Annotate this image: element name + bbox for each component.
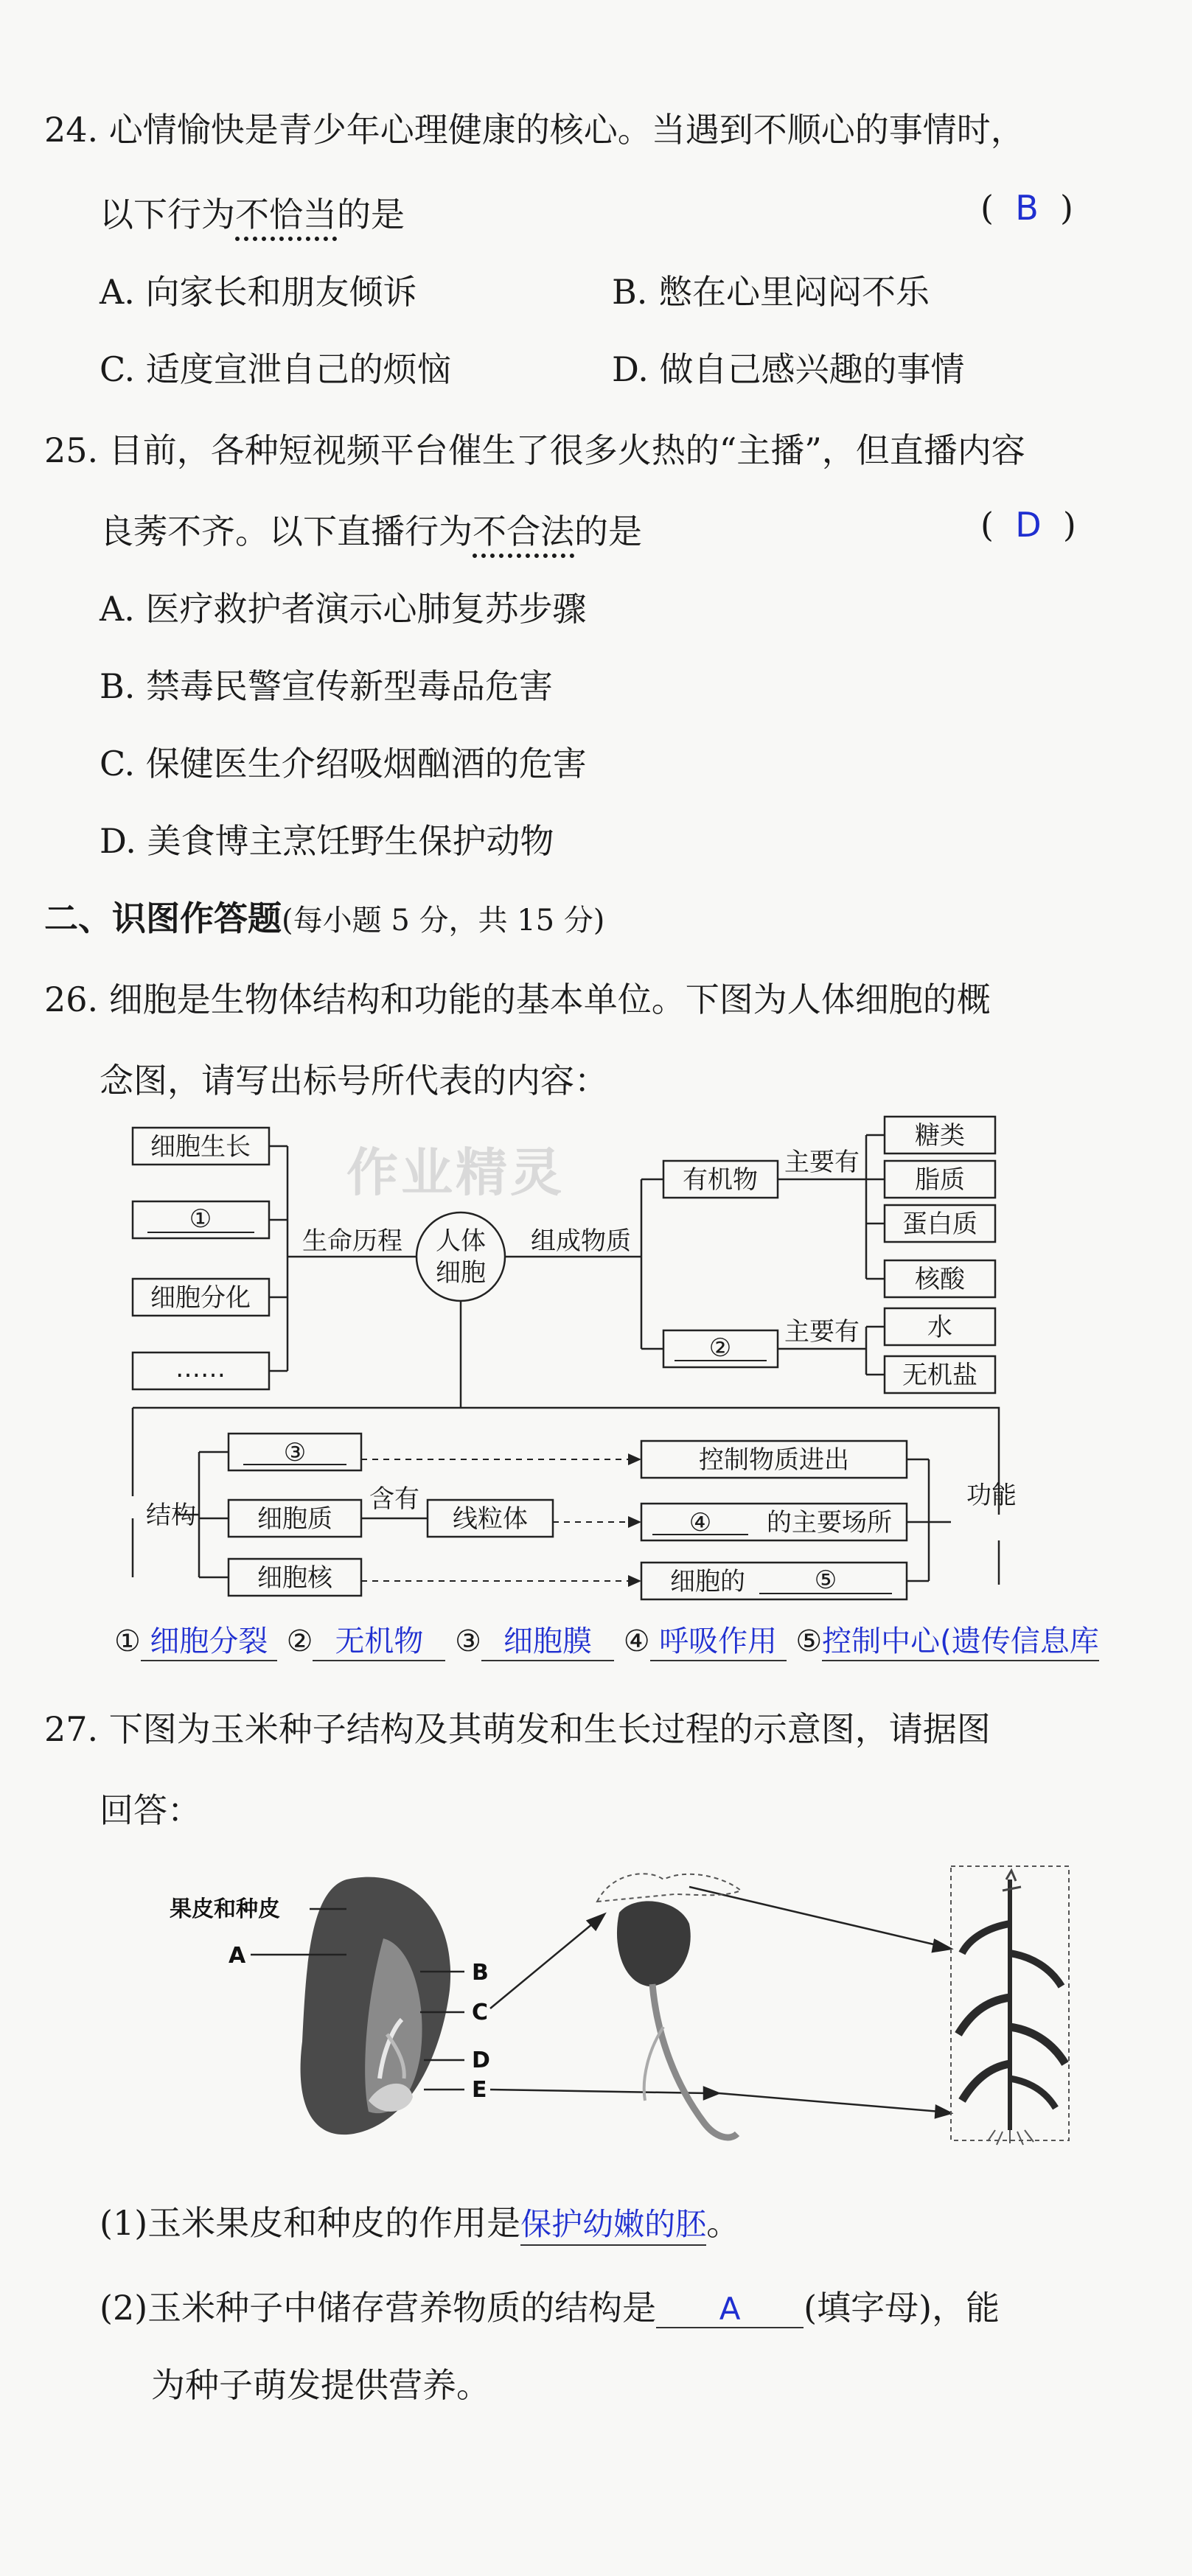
section-two-title: 二、识图作答题 (44, 898, 282, 938)
q25-answer: D (1015, 505, 1042, 545)
lipid-label: 脂质 (915, 1165, 965, 1195)
human-cell-label-2: 细胞 (436, 1258, 486, 1288)
q27-sub2 (100, 2281, 1000, 2330)
q27-sub1-answer: 保护幼嫩的胚 (520, 2200, 706, 2246)
function-label: 功能 (966, 1481, 1017, 1510)
answer-1-number: ① (114, 1624, 141, 1658)
q25-stem-suffix: 的是 (574, 512, 642, 551)
cell-differentiation-label: 细胞分化 (150, 1283, 251, 1313)
corn-plant-illustration (951, 1866, 1069, 2145)
label-e: E (472, 2077, 487, 2103)
q24-option-b: B. 憋在心里闷闷不乐 (612, 272, 930, 312)
blank-1-mark: ① (189, 1204, 212, 1234)
sugar-label: 糖类 (915, 1121, 965, 1151)
q24-stem-line2 (100, 188, 405, 237)
answer-4: 呼吸作用 (650, 1618, 787, 1661)
q27-stem-line2: 回答： (100, 1790, 201, 1830)
inorganic-salt-label: 无机盐 (902, 1361, 977, 1390)
answer-3-number: ③ (455, 1624, 482, 1658)
watermark: 作业精灵 (346, 1142, 565, 1203)
q25-option-a: A. 医疗救护者演示心肺复苏步骤 (100, 589, 587, 629)
q27-sub1-prefix: (1)玉米果皮和种皮的作用是 (100, 2203, 521, 2243)
main-site-label: 的主要场所 (767, 1508, 892, 1537)
q25-option-c: C. 保健医生介绍吸烟酗酒的危害 (100, 744, 587, 783)
structure-label: 结构 (146, 1501, 196, 1530)
answer-3: 细胞膜 (481, 1618, 614, 1661)
main-has-label-2: 主要有 (784, 1317, 860, 1347)
blank-3-mark: ③ (283, 1438, 307, 1467)
q24-option-d: D. 做自己感兴趣的事情 (612, 349, 965, 389)
answer-2: 无机物 (313, 1618, 445, 1661)
pericarp-label: 果皮和种皮 (170, 1896, 280, 1922)
contains-label: 含有 (369, 1484, 419, 1514)
water-label: 水 (927, 1313, 952, 1342)
main-has-label-1: 主要有 (784, 1148, 860, 1177)
q24-stem-line1: 24. 心情愉快是青少年心理健康的核心。当遇到不顺心的事情时， (44, 110, 1025, 150)
section-two-heading (44, 892, 604, 940)
q27-stem-line1: 27. 下图为玉米种子结构及其萌发和生长过程的示意图，请据图 (44, 1709, 991, 1749)
cell-of-label: 细胞的 (670, 1567, 745, 1596)
composition-label: 组成物质 (531, 1226, 631, 1256)
answer-5-number: ⑤ (795, 1624, 823, 1658)
blank-2-mark: ② (708, 1333, 732, 1363)
label-d: D (472, 2048, 490, 2073)
label-b: B (472, 1960, 489, 1986)
answer-2-number: ② (286, 1624, 313, 1658)
corn-seed-illustration (301, 1877, 451, 2135)
life-course-label: 生命历程 (302, 1226, 402, 1256)
q24-answer: B (1015, 188, 1039, 228)
q24-answer-bracket: ( B ) (980, 188, 1073, 228)
cell-concept-diagram (0, 1106, 1192, 1614)
q25-answer-bracket: ( D ) (980, 505, 1076, 545)
q25-option-b: B. 禁毒民警宣传新型毒品危害 (100, 666, 554, 706)
q25-option-d: D. 美食博主烹饪野生保护动物 (100, 821, 554, 861)
q26-answer-row (114, 1618, 1099, 1661)
q24-option-c: C. 适度宣泄自己的烦恼 (100, 349, 451, 389)
nucleus-label: 细胞核 (257, 1563, 332, 1593)
q27-sub2-line2: 为种子萌发提供营养。 (151, 2365, 490, 2405)
q25-emphasis: 不合法 (473, 512, 574, 551)
section-two-note: (每小题 5 分，共 15 分) (282, 904, 605, 938)
cell-growth-label: 细胞生长 (150, 1132, 251, 1162)
q27-sub2-answer: A (656, 2291, 804, 2328)
human-cell-label-1: 人体 (436, 1226, 486, 1256)
q27-sub1 (100, 2196, 740, 2246)
q27-sub1-suffix: 。 (706, 2203, 741, 2243)
q26-stem-line1: 26. 细胞是生物体结构和功能的基本单位。下图为人体细胞的概 (44, 980, 991, 1019)
blank-5-mark: ⑤ (814, 1566, 837, 1595)
q24-stem-suffix: 的是 (337, 195, 405, 234)
q26-stem-line2: 念图，请写出标号所代表的内容： (100, 1061, 608, 1100)
organic-label: 有机物 (683, 1165, 758, 1195)
mitochondria-label: 线粒体 (453, 1504, 528, 1534)
label-a: A (229, 1943, 246, 1969)
control-transport-label: 控制物质进出 (699, 1445, 849, 1475)
q25-stem-prefix: 良莠不齐。以下直播行为 (100, 512, 473, 551)
q24-emphasis: 不恰当 (235, 195, 337, 234)
ellipsis-label: …… (175, 1354, 226, 1383)
protein-label: 蛋白质 (902, 1210, 977, 1239)
cytoplasm-label: 细胞质 (257, 1504, 332, 1534)
answer-5: 控制中心(遗传信息库 (822, 1618, 1099, 1661)
answer-1: 细胞分裂 (141, 1618, 277, 1661)
q27-sub2-suffix: (填字母)，能 (804, 2288, 1000, 2328)
seedling-illustration (597, 1874, 741, 2137)
q25-stem-line1: 25. 目前，各种短视频平台催生了很多火热的“主播”，但直播内容 (44, 430, 1025, 470)
label-c: C (472, 2000, 489, 2025)
q27-sub2-prefix: (2)玉米种子中储存营养物质的结构是 (100, 2288, 657, 2328)
blank-4-mark: ④ (689, 1508, 712, 1537)
q24-stem-prefix: 以下行为 (100, 195, 235, 234)
q24-option-a: A. 向家长和朋友倾诉 (100, 272, 417, 312)
answer-4-number: ④ (623, 1624, 650, 1658)
nucleic-acid-label: 核酸 (915, 1265, 965, 1294)
q25-stem-line2 (100, 505, 642, 554)
corn-seed-diagram (0, 1857, 1192, 2152)
